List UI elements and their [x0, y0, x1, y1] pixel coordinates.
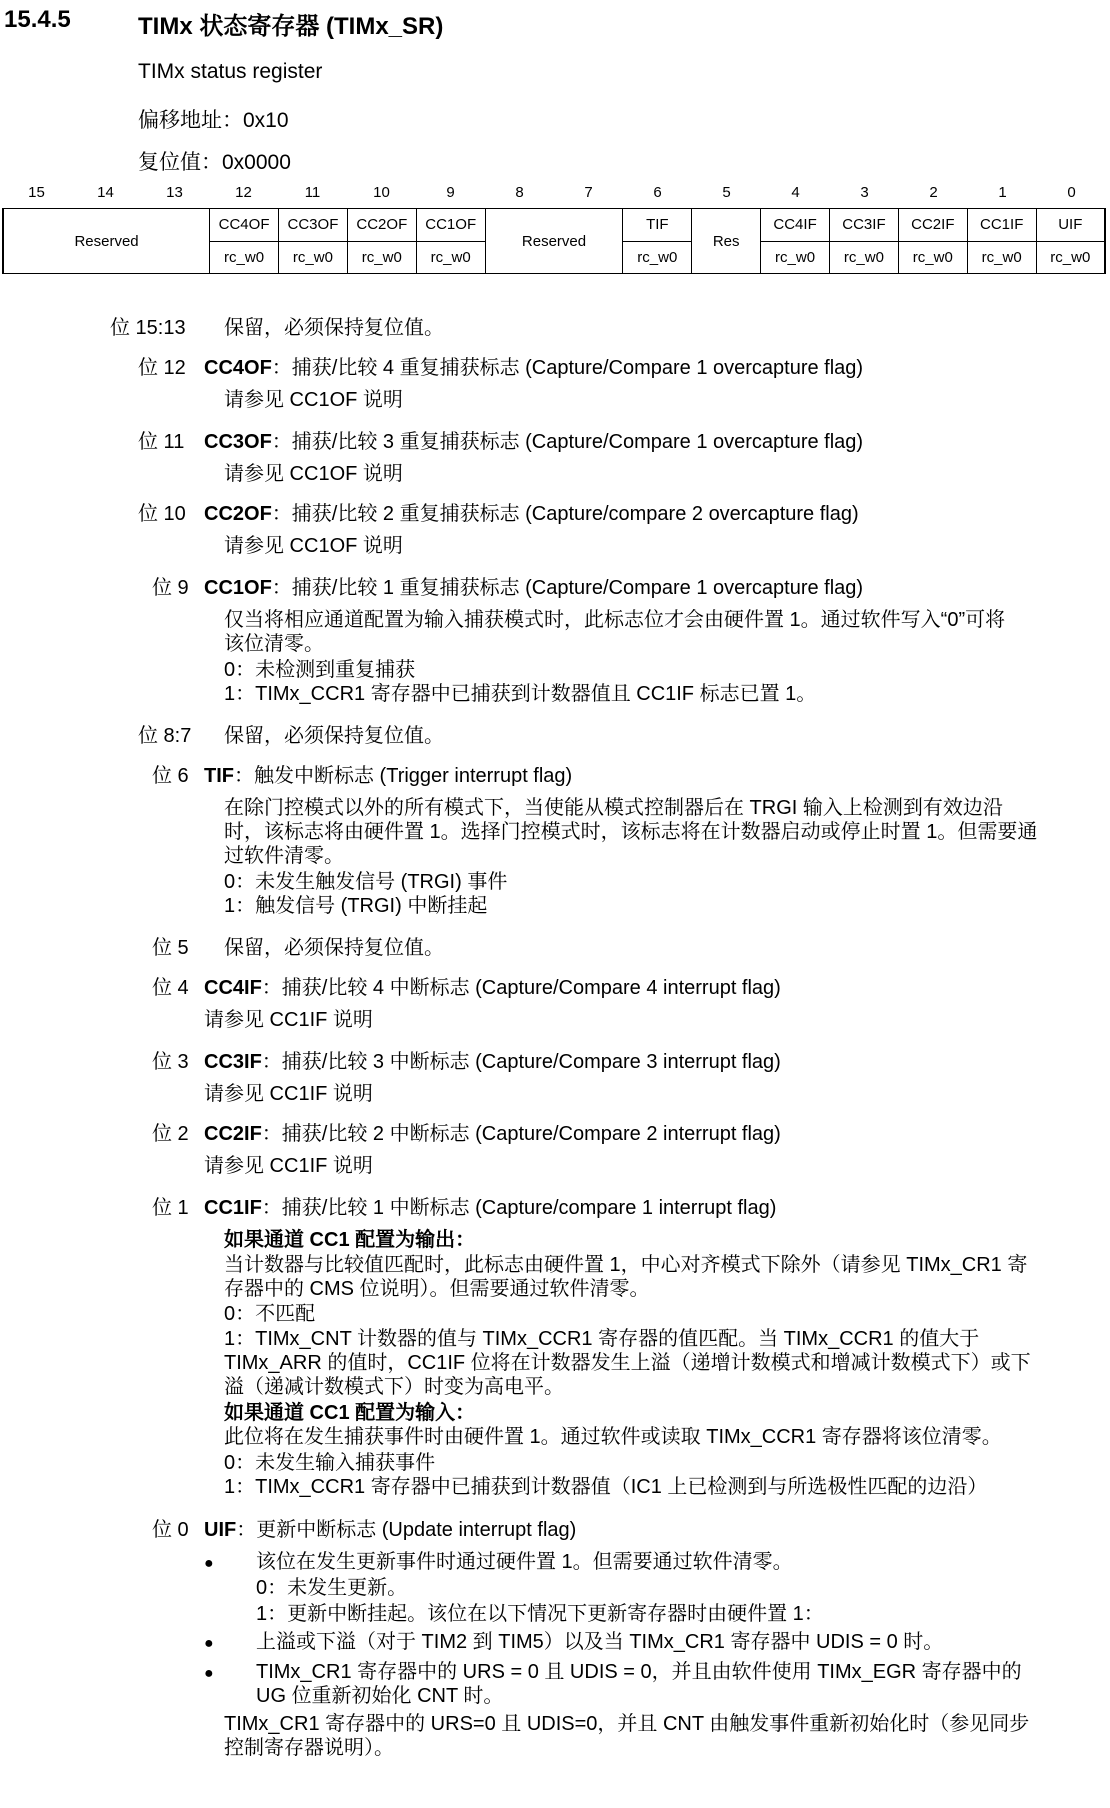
bit-text: 保留，必须保持复位值。	[224, 317, 444, 339]
field-name-cell: CC2IF	[898, 209, 967, 242]
offset-address: 偏移地址：0x10	[138, 109, 289, 132]
see-note: 请参见 CC1OF 说明	[224, 535, 403, 557]
field-desc: ：捕获/比较 3 重复捕获标志 (Capture/Compare 1 overcapture flag)	[271, 431, 864, 453]
see-note: 请参见 CC1IF 说明	[204, 1155, 373, 1177]
desc-line: 过软件清零。	[224, 845, 344, 867]
bit-number: 15	[28, 184, 45, 201]
bit-number: 2	[929, 184, 938, 201]
output-mode-heading: 如果通道 CC1 配置为输出：	[224, 1229, 476, 1251]
field-desc: ：捕获/比较 1 中断标志 (Capture/compare 1 interrupt flag)	[261, 1197, 777, 1219]
field-access-cell: rc_w0	[967, 241, 1036, 274]
bullet-icon: ●	[204, 1665, 214, 1682]
field-name-cell: CC4IF	[761, 209, 830, 242]
register-map-table	[2, 208, 1106, 274]
bit-label: 位 1	[152, 1197, 189, 1219]
bit-heading	[204, 502, 859, 526]
field-access-cell: rc_w0	[1036, 241, 1105, 274]
field-desc: ：捕获/比较 2 重复捕获标志 (Capture/compare 2 overcapture flag)	[271, 503, 859, 525]
reserved-field: Reserved	[485, 209, 623, 274]
field-name: UIF	[204, 1519, 237, 1541]
bullet-text: TIMx_CR1 寄存器中的 URS = 0 且 UDIS = 0，并且由软件使用 TIMx_EGR 寄存器中的	[256, 1661, 1022, 1683]
desc-line: 0：不匹配	[224, 1303, 316, 1325]
field-desc: ：捕获/比较 3 中断标志 (Capture/Compare 3 interrupt flag)	[261, 1051, 781, 1073]
bit-number: 9	[446, 184, 455, 201]
field-name-cell: CC1OF	[416, 209, 485, 242]
bit-number: 7	[584, 184, 593, 201]
bit-label: 位 2	[152, 1123, 189, 1145]
bit-label: 位 5	[152, 937, 189, 959]
field-desc: ：捕获/比较 4 中断标志 (Capture/Compare 4 interrupt flag)	[261, 977, 781, 999]
field-desc: ：更新中断标志 (Update interrupt flag)	[236, 1519, 577, 1541]
field-desc: ：捕获/比较 4 重复捕获标志 (Capture/Compare 1 overcapture flag)	[271, 357, 864, 379]
bit-number: 8	[515, 184, 524, 201]
bit-number: 4	[791, 184, 800, 201]
reserved-field: Reserved	[3, 209, 210, 274]
bullet-icon: ●	[204, 1635, 214, 1652]
bit-label: 位 15:13	[110, 317, 186, 339]
desc-line: 时，该标志将由硬件置 1。选择门控模式时，该标志将在计数器启动或停止时置 1。但需要通	[224, 821, 1038, 843]
field-access-cell: rc_w0	[210, 241, 279, 274]
desc-line: 0：未发生输入捕获事件	[224, 1452, 436, 1474]
bit-text: 保留，必须保持复位值。	[224, 937, 444, 959]
bit-heading	[204, 1122, 781, 1146]
bit-number: 6	[653, 184, 662, 201]
field-access-cell: rc_w0	[279, 241, 348, 274]
desc-line: 1：TIMx_CCR1 寄存器中已捕获到计数器值且 CC1IF 标志已置 1。	[224, 683, 817, 705]
bit-heading	[204, 1050, 781, 1074]
desc-line: 此位将在发生捕获事件时由硬件置 1。通过软件或读取 TIMx_CCR1 寄存器将该位清零。	[224, 1426, 1002, 1448]
see-note: 请参见 CC1OF 说明	[224, 463, 403, 485]
desc-line: 控制寄存器说明）。	[224, 1737, 394, 1759]
bit-number-row	[2, 184, 1106, 206]
field-name: CC4IF	[204, 977, 262, 999]
section-number: 15.4.5	[4, 6, 71, 33]
see-note: 请参见 CC1IF 说明	[204, 1009, 373, 1031]
bit-label: 位 3	[152, 1051, 189, 1073]
bit-heading	[204, 1196, 776, 1220]
bit-number: 12	[235, 184, 252, 201]
desc-line: 该位清零。	[224, 633, 324, 655]
desc-line: 1：触发信号 (TRGI) 中断挂起	[224, 895, 488, 917]
field-access-cell: rc_w0	[347, 241, 416, 274]
field-desc: ：捕获/比较 1 重复捕获标志 (Capture/Compare 1 overcapture flag)	[271, 577, 864, 599]
field-name-cell: CC2OF	[347, 209, 416, 242]
bit-number: 1	[998, 184, 1007, 201]
desc-line: 0：未发生触发信号 (TRGI) 事件	[224, 871, 508, 893]
field-name: CC3OF	[204, 431, 272, 453]
field-name: CC3IF	[204, 1051, 262, 1073]
bit-label: 位 8:7	[138, 725, 192, 747]
see-note: 请参见 CC1OF 说明	[224, 389, 403, 411]
desc-line: 存器中的 CMS 位说明）。但需要通过软件清零。	[224, 1278, 650, 1300]
reset-value: 复位值：0x0000	[138, 151, 291, 174]
field-access-cell: rc_w0	[416, 241, 485, 274]
bit-number: 14	[97, 184, 114, 201]
bit-number: 0	[1067, 184, 1076, 201]
bit-heading	[204, 764, 572, 788]
desc-line: 1：TIMx_CCR1 寄存器中已捕获到计数器值（IC1 上已检测到与所选极性匹配的边沿）	[224, 1476, 988, 1498]
bit-heading	[204, 356, 863, 380]
field-name: CC2IF	[204, 1123, 262, 1145]
field-access-cell: rc_w0	[623, 241, 692, 274]
field-name: TIF	[204, 765, 234, 787]
desc-line: TIMx_CR1 寄存器中的 URS=0 且 UDIS=0，并且 CNT 由触发事件重新初始化时（参见同步	[224, 1713, 1030, 1735]
bit-number: 10	[373, 184, 390, 201]
desc-line: 0：未发生更新。	[256, 1577, 408, 1599]
desc-line: 在除门控模式以外的所有模式下，当使能从模式控制器后在 TRGI 输入上检测到有效边沿	[224, 797, 1003, 819]
reserved-field: Res	[692, 209, 761, 274]
bit-label: 位 12	[138, 357, 186, 379]
input-mode-heading: 如果通道 CC1 配置为输入：	[224, 1402, 476, 1424]
field-name-cell: TIF	[623, 209, 692, 242]
see-note: 请参见 CC1IF 说明	[204, 1083, 373, 1105]
bit-label: 位 4	[152, 977, 189, 999]
desc-line: 当计数器与比较值匹配时，此标志由硬件置 1，中心对齐模式下除外（请参见 TIMx_CR1 寄	[224, 1254, 1028, 1276]
bullet-text: 上溢或下溢（对于 TIM2 到 TIM5）以及当 TIMx_CR1 寄存器中 UDIS = 0 时。	[256, 1631, 944, 1653]
register-subtitle: TIMx status register	[138, 60, 323, 83]
desc-line: 仅当将相应通道配置为输入捕获模式时，此标志位才会由硬件置 1。通过软件写入“0”可将	[224, 609, 1006, 631]
field-name: CC2OF	[204, 503, 272, 525]
bit-label: 位 9	[152, 577, 189, 599]
field-name: CC4OF	[204, 357, 272, 379]
section-title: TIMx 状态寄存器 (TIMx_SR)	[138, 13, 444, 40]
field-name-cell: CC4OF	[210, 209, 279, 242]
desc-line: 0：未检测到重复捕获	[224, 659, 416, 681]
field-name-cell: CC3OF	[279, 209, 348, 242]
bit-heading	[204, 1518, 576, 1542]
field-name-cell: CC3IF	[830, 209, 899, 242]
desc-line: 溢（递减计数模式下）时变为高电平。	[224, 1376, 564, 1398]
bit-heading	[204, 430, 863, 454]
bit-label: 位 0	[152, 1519, 189, 1541]
bullet-icon: ●	[204, 1555, 214, 1572]
bit-heading	[204, 576, 863, 600]
field-desc: ：触发中断标志 (Trigger interrupt flag)	[234, 765, 573, 787]
field-name-row	[3, 209, 1105, 242]
desc-line: 1：TIMx_CNT 计数器的值与 TIMx_CCR1 寄存器的值匹配。当 TIMx_CCR1 的值大于	[224, 1328, 980, 1350]
bit-label: 位 11	[138, 431, 185, 453]
field-access-cell: rc_w0	[898, 241, 967, 274]
field-name-cell: UIF	[1036, 209, 1105, 242]
bit-text: 保留，必须保持复位值。	[224, 725, 444, 747]
desc-line: 1：更新中断挂起。该位在以下情况下更新寄存器时由硬件置 1：	[256, 1603, 824, 1625]
field-name: CC1IF	[204, 1197, 262, 1219]
bit-number: 3	[860, 184, 869, 201]
field-name-cell: CC1IF	[967, 209, 1036, 242]
field-access-cell: rc_w0	[761, 241, 830, 274]
bit-number: 13	[166, 184, 183, 201]
field-desc: ：捕获/比较 2 中断标志 (Capture/Compare 2 interrupt flag)	[261, 1123, 781, 1145]
bit-heading	[204, 976, 781, 1000]
bit-label: 位 6	[152, 765, 189, 787]
bit-label: 位 10	[138, 503, 186, 525]
bullet-text: 该位在发生更新事件时通过硬件置 1。但需要通过软件清零。	[256, 1551, 793, 1573]
bit-number: 5	[722, 184, 731, 201]
desc-line: UG 位重新初始化 CNT 时。	[256, 1685, 504, 1707]
bit-number: 11	[304, 184, 321, 201]
field-name: CC1OF	[204, 577, 272, 599]
desc-line: TIMx_ARR 的值时，CC1IF 位将在计数器发生上溢（递增计数模式和增减计数模式下）或下	[224, 1352, 1031, 1374]
field-access-cell: rc_w0	[830, 241, 899, 274]
